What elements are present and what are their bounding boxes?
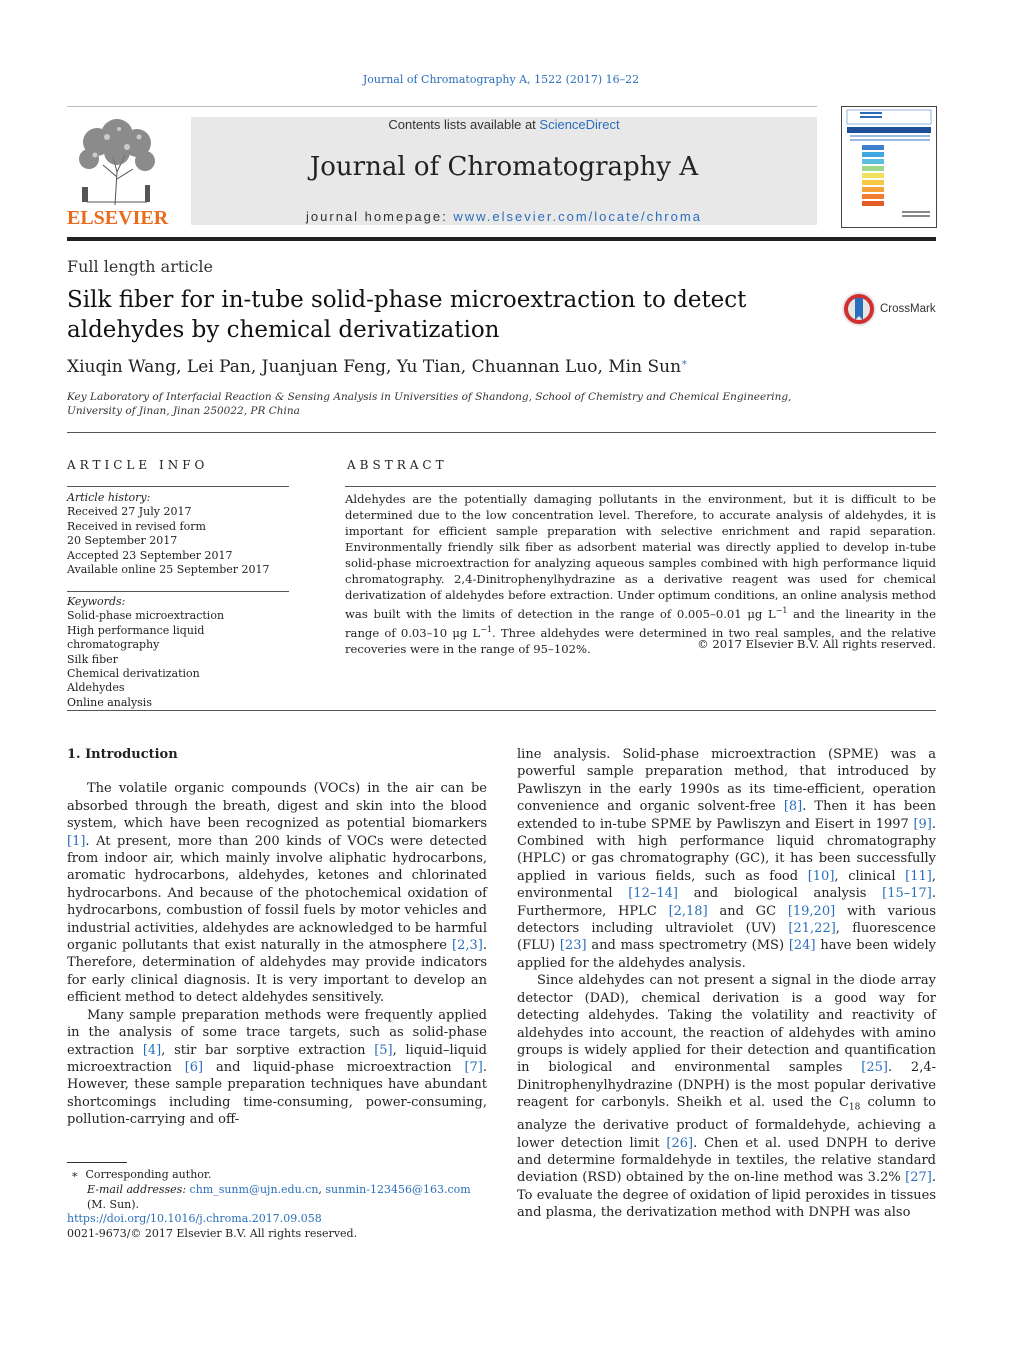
corresponding-note [67,1167,487,1182]
homepage-prefix: journal homepage: [306,209,454,224]
abstract-heading: ABSTRACT [347,458,448,472]
sciencedirect-link[interactable]: ScienceDirect [539,117,620,132]
text: column to analyze the derivative product of formaldehyde, achieving a lower detection limit [517,1095,936,1151]
text: with various detectors including ultraviolet (UV) [517,903,936,937]
text: The volatile organic compounds (VOCs) in the air can be absorbed through the breath, digest and skin into the blood system, which have been recognized as potential biomarkers [67,781,487,832]
section-heading-introduction: 1. Introduction [67,747,178,762]
authors-text: Xiuqin Wang, Lei Pan, Juanjuan Feng, Yu Tian, Chuannan Luo, Min Sun [67,357,682,377]
text: . Combined with high performance liquid chromatography (HPLC) or gas chromatography (GC), it has been successfully applied in various fields, such as food [517,816,936,884]
keyword-item: Solid-phase microextraction [67,609,225,623]
doi-block [67,1212,357,1241]
intro-paragraph-2-continued [517,746,936,972]
divider [67,486,289,487]
crossmark-icon [841,290,881,330]
intro-paragraph-2 [67,1007,487,1129]
text: . 2,4-Dinitrophenylhydrazine (DNPH) is the most popular derivative reagent for carbonyls. Sheikh et al. used the C [517,1060,936,1111]
footnote [67,1167,487,1212]
text: , [318,1183,326,1196]
article-title: Silk fiber for in-tube solid-phase microextraction to detect aldehydes by chemical derivatization [67,287,747,343]
intro-paragraph-3 [517,972,936,1221]
article-type: Full length article [67,257,213,276]
reference-link[interactable]: [27] [905,1170,932,1186]
crossmark-badge[interactable] [841,290,941,330]
text: . Then it has been extended to in-tube SPME by Pawliszyn and Eisert in 1997 [517,799,936,832]
text: , liquid–liquid microextraction [67,1042,487,1075]
text: , environmental [517,868,936,902]
abstract-text-3: . Three aldehydes were determined in two real samples, and the relative recoveries were in the range of 95–102%. [345,625,936,656]
journal-homepage [191,209,817,224]
corresponding-label: Corresponding author. [85,1168,212,1181]
reference-link[interactable]: [12–14] [628,886,678,902]
text: , clinical [834,868,906,884]
text: line analysis. Solid-phase microextraction (SPME) was a powerful sample preparation method, that introduced by Pawliszyn in the early 1990s as its time-efficient, operation convenience and organic solvent-free [517,747,936,815]
subscript: 18 [848,1102,861,1113]
corresponding-author-mark[interactable]: ∗ [681,357,688,369]
email-label: E-mail addresses: [87,1183,190,1196]
reference-link[interactable]: [2,3] [452,938,483,954]
divider [345,486,936,487]
reference-link[interactable]: [11] [905,868,932,884]
crossmark-label: CrossMark [880,303,936,315]
unit-superscript: −1 [480,624,492,634]
email-line [67,1182,487,1212]
abstract-text-2: and the linearity in the range of 0.03–10 μg L [345,606,936,640]
doi-link[interactable]: https://doi.org/10.1016/j.chroma.2017.09.058 [67,1212,322,1225]
history-item: Received 27 July 2017 [67,505,192,519]
issn-line: 0021-9673/© 2017 Elsevier B.V. All rights reserved. [67,1226,358,1240]
history-item: Accepted 23 September 2017 [67,548,233,562]
text: . Chen et al. used DNPH to derive and determine formaldehyde in textiles, the relative standard deviation (RSD) obtained by the on-line method was 3.2% [517,1135,936,1186]
email-link[interactable]: chm_sunm@ujn.edu.cn [189,1183,319,1196]
text: Many sample preparation methods were frequently applied in the analysis of some trace targets, such as solid-phase extraction [67,1007,487,1058]
journal-name: Journal of Chromatography A [309,152,699,182]
reference-link[interactable]: [6] [184,1059,204,1075]
journal-cover-thumbnail[interactable] [841,106,937,228]
text: . To evaluate the degree of oxidation of lipid peroxides in tissues and plasma, the derivatization method with DNPH was also [517,1170,936,1221]
history-item: Available online 25 September 2017 [67,563,270,577]
text: (M. Sun). [87,1198,140,1211]
text: and GC [707,903,788,919]
history-item: 20 September 2017 [67,534,178,548]
reference-link[interactable]: [15–17] [882,886,932,902]
text: . Furthermore, HPLC [517,886,937,919]
reference-link[interactable]: [23] [559,938,587,954]
history-label: Article history: [67,491,151,504]
text: Since aldehydes can not present a signal in the diode array detector (DAD), chemical derivation is a good way for detecting aldehydes. Taking the volatility and reactivity of aldehydes into account, the reaction of aldehydes with amino groups is widely applied for their detection and quantification in biological and environmental samples [517,973,936,1076]
text: and biological analysis [677,886,883,902]
email-link[interactable]: sunmin-123456@163.com [325,1183,471,1196]
abstract-text-1: Aldehydes are the potentially damaging pollutants in the environment, but it is difficult to be determined due to the low concentration level. Therefore, to accurate analysis of aldehydes, it is important for efficient sample preparation with selective enrichment and rapid separation. Environmentally friendly silk fiber as adsorbent material was directly applied to develop in-tube solid-phase microextraction for analyzing aqueous samples combined with high performance liquid chromatography. 2,4-Dinitrophenylhydrazine as a derivative reagent was used for chemical derivatization of aldehydes before extraction. Under optimum conditions, an online analysis method was built with the limits of detection in the range of 0.005–0.01 μg L [345,492,936,621]
body-column-right [517,746,936,1222]
footnote-rule [67,1162,127,1163]
reference-link[interactable]: [9] [913,816,932,832]
divider [67,710,936,711]
elsevier-wordmark: ELSEVIER [67,207,169,229]
homepage-link[interactable]: www.elsevier.com/locate/chroma [453,209,702,224]
abstract-body [345,491,936,657]
reference-link[interactable]: [7] [464,1059,483,1075]
keywords-label: Keywords: [67,595,126,608]
reference-link[interactable]: [10] [807,868,835,884]
header-thick-rule [67,237,936,241]
contents-prefix: Contents lists available at [388,117,540,132]
text: and liquid-phase microextraction [203,1059,465,1075]
reference-link[interactable]: [1] [67,833,86,849]
abstract-copyright: © 2017 Elsevier B.V. All rights reserved. [697,637,936,651]
divider [67,591,289,592]
header-divider [67,106,817,107]
footnote-mark: ∗ [71,1168,79,1181]
text: have been widely applied for the aldehydes analysis. [517,938,936,971]
intro-paragraph-1 [67,780,487,1006]
text: . At present, more than 200 kinds of VOCs were detected from indoor air, which mainly involve aliphatic hydrocarbons, aromatic hydrocarbons, aldehydes, ketones and chlorinated hydrocarbons. And because of the photochemical oxidation of hydrocarbons, combustion of fossil fuels by motor vehicles and industrial activities, aldehydes are acknowledged to be harmful organic pollutants that exist naturally in the atmosphere [67,833,487,954]
reference-link[interactable]: [26] [666,1135,694,1151]
keyword-item: Chemical derivatization [67,667,200,681]
cover-art-icon [842,107,936,227]
divider [67,432,936,433]
keyword-item: Online analysis [67,695,152,709]
article-history [67,491,289,577]
reference-link[interactable]: [21,22] [788,921,836,937]
journal-citation[interactable]: Journal of Chromatography A, 1522 (2017) 16–22 [362,73,640,86]
reference-link[interactable]: [2,18] [668,903,708,919]
affiliation: Key Laboratory of Interfacial Reaction & Sensing Analysis in Universities of Shandong, School of Chemistry and Chemical Engineering, University of Jinan, Jinan 250022, PR China [67,391,792,417]
keyword-item: Aldehydes [67,681,125,695]
text: . However, these sample preparation techniques have abundant shortcomings including time-consuming, power-consuming, pollution-carrying and off- [67,1059,487,1128]
reference-link[interactable]: [19,20] [787,903,836,919]
reference-link[interactable]: [5] [374,1042,393,1058]
contents-line [191,117,817,132]
reference-link[interactable]: [8] [783,799,803,815]
keyword-item: High performance liquid chromatography [67,623,205,652]
reference-link[interactable]: [25] [861,1060,888,1076]
body-column-left [67,746,487,1129]
keyword-item: Silk fiber [67,652,118,666]
keywords [67,595,289,710]
text: and mass spectrometry (MS) [586,938,789,954]
author-list [67,357,688,377]
text: . Therefore, determination of aldehydes may provide indicators for early clinical diagnosis. It is very important to develop an efficient method to detect aldehydes sensitively. [67,938,487,1006]
reference-link[interactable]: [4] [142,1042,162,1058]
article-info-heading: ARTICLE INFO [67,458,209,472]
unit-superscript: −1 [775,606,788,615]
text: , fluorescence (FLU) [517,921,936,954]
history-item: Received in revised form [67,519,206,533]
text: , stir bar sorptive extraction [161,1042,375,1058]
reference-link[interactable]: [24] [788,938,816,954]
